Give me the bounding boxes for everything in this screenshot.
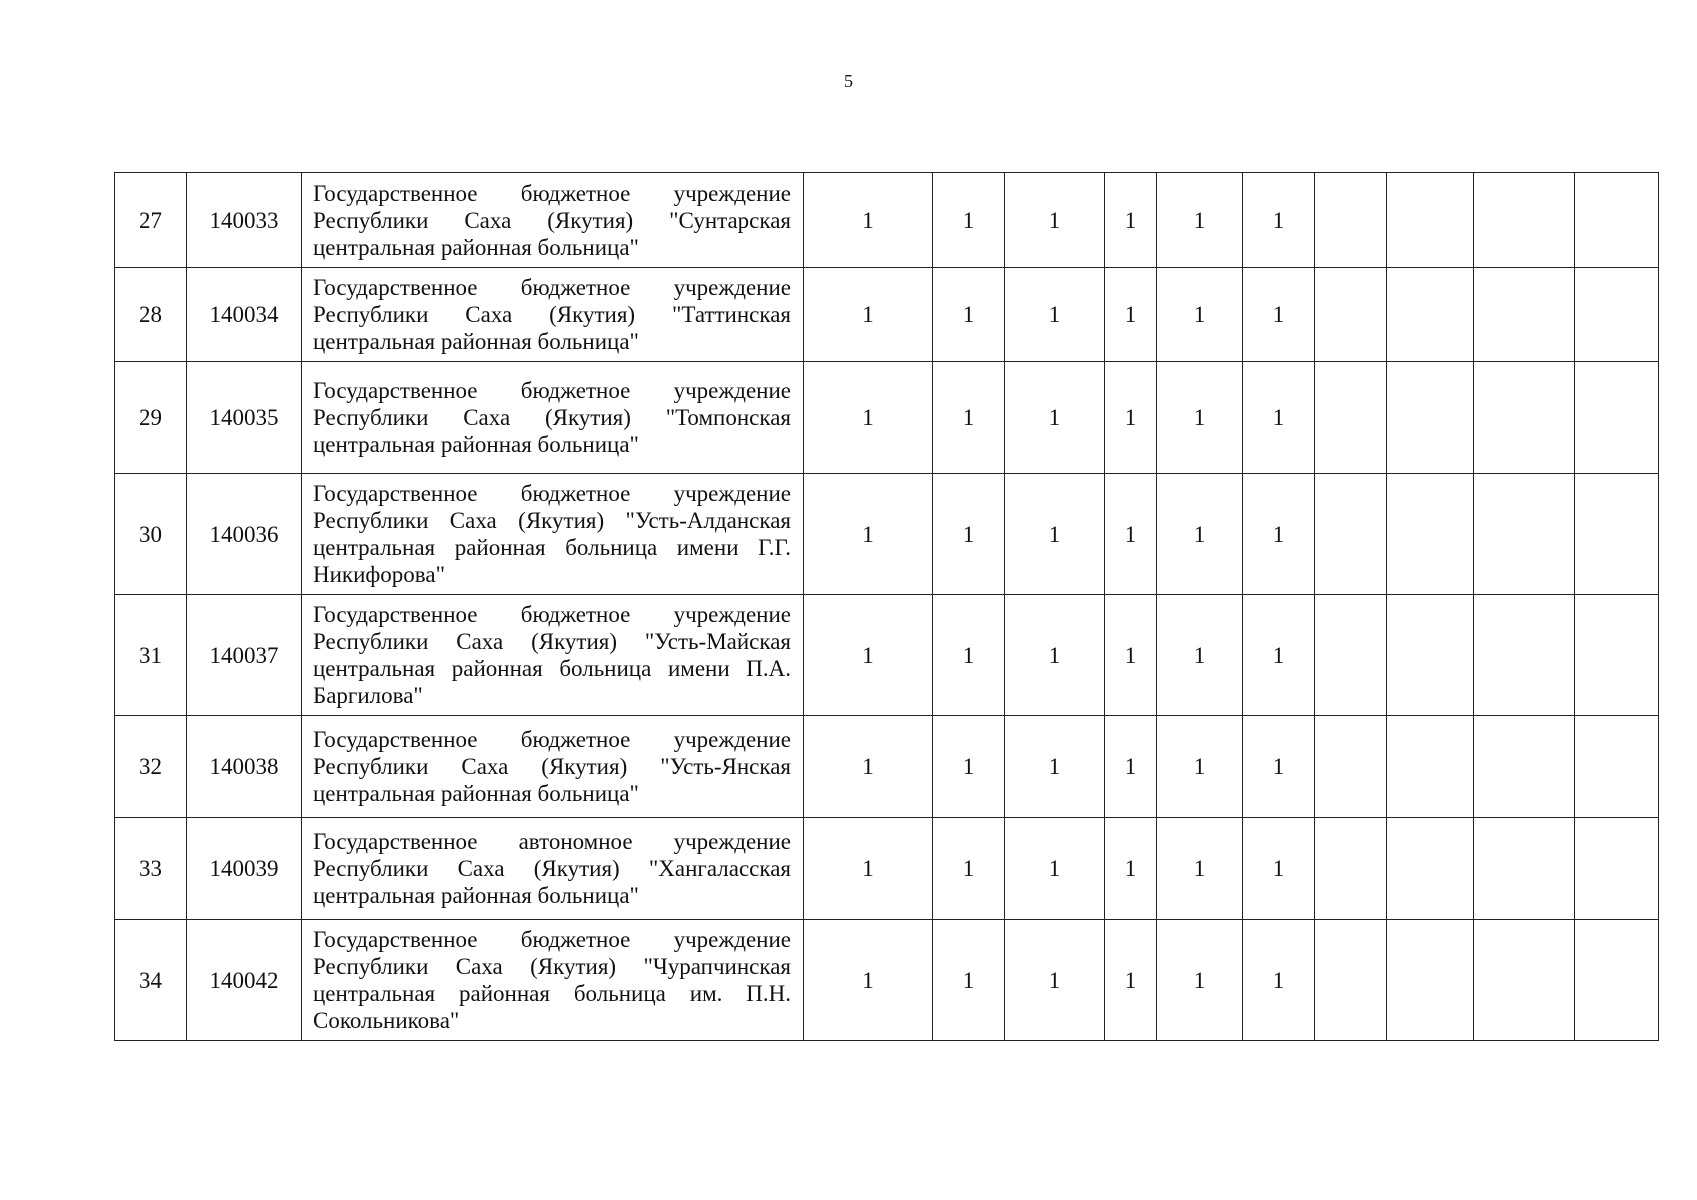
value-cell: 1 [933,920,1005,1041]
value-cell: 1 [1157,818,1243,920]
org-name-cell: Государственное автономное учреждение Республики Саха (Якутия) "Хангаласская центральная районная больница" [302,818,804,920]
value-cell: 1 [804,362,933,474]
row-number-cell: 29 [115,362,187,474]
value-cell [1474,595,1575,716]
row-number-cell: 30 [115,474,187,595]
value-cell: 1 [1005,474,1105,595]
value-cell [1474,818,1575,920]
value-cell: 1 [804,716,933,818]
row-number-cell: 31 [115,595,187,716]
table-row [115,595,1659,716]
table-row [115,920,1659,1041]
value-cell: 1 [933,173,1005,268]
value-cell: 1 [933,362,1005,474]
value-cell [1474,173,1575,268]
value-cell [1315,474,1387,595]
value-cell: 1 [1157,595,1243,716]
value-cell: 1 [804,173,933,268]
value-cell [1387,818,1474,920]
value-cell [1315,595,1387,716]
organizations-table [114,172,1659,1041]
table-row [115,818,1659,920]
table-row [115,716,1659,818]
value-cell [1315,173,1387,268]
org-code-cell: 140034 [187,268,302,362]
value-cell: 1 [1105,595,1157,716]
org-name-cell: Государственное бюджетное учреждение Республики Саха (Якутия) "Усть-Янская центральная районная больница" [302,716,804,818]
row-number-cell: 27 [115,173,187,268]
value-cell: 1 [1105,173,1157,268]
value-cell [1315,716,1387,818]
org-name-cell: Государственное бюджетное учреждение Республики Саха (Якутия) "Усть-Майская центральная районная больница имени П.А. Баргилова" [302,595,804,716]
value-cell: 1 [1005,595,1105,716]
table-row [115,173,1659,268]
value-cell: 1 [1243,716,1315,818]
org-name-cell: Государственное бюджетное учреждение Республики Саха (Якутия) "Таттинская центральная районная больница" [302,268,804,362]
value-cell: 1 [1005,362,1105,474]
value-cell: 1 [1243,474,1315,595]
value-cell: 1 [1157,716,1243,818]
row-number-cell: 34 [115,920,187,1041]
value-cell: 1 [1243,268,1315,362]
org-code-cell: 140039 [187,818,302,920]
value-cell [1387,595,1474,716]
value-cell: 1 [1005,716,1105,818]
value-cell: 1 [1105,268,1157,362]
value-cell [1575,716,1659,818]
value-cell: 1 [1105,362,1157,474]
value-cell [1387,716,1474,818]
org-code-cell: 140036 [187,474,302,595]
value-cell: 1 [1243,818,1315,920]
value-cell [1575,595,1659,716]
value-cell: 1 [804,474,933,595]
value-cell [1315,818,1387,920]
table-body [115,173,1659,1041]
row-number-cell: 28 [115,268,187,362]
table-row [115,362,1659,474]
value-cell: 1 [933,818,1005,920]
value-cell [1387,362,1474,474]
value-cell: 1 [804,268,933,362]
table-row [115,474,1659,595]
value-cell [1474,474,1575,595]
value-cell: 1 [1157,268,1243,362]
org-name-cell: Государственное бюджетное учреждение Республики Саха (Якутия) "Чурапчинская центральная районная больница им. П.Н. Сокольникова" [302,920,804,1041]
value-cell [1387,173,1474,268]
value-cell: 1 [804,595,933,716]
value-cell [1315,362,1387,474]
table-row [115,268,1659,362]
value-cell [1474,716,1575,818]
value-cell [1387,474,1474,595]
value-cell [1474,362,1575,474]
value-cell [1575,268,1659,362]
value-cell: 1 [1157,362,1243,474]
value-cell: 1 [1105,716,1157,818]
value-cell: 1 [1105,920,1157,1041]
value-cell: 1 [804,818,933,920]
value-cell: 1 [804,920,933,1041]
value-cell [1387,268,1474,362]
value-cell [1575,362,1659,474]
org-name-cell: Государственное бюджетное учреждение Республики Саха (Якутия) "Усть-Алданская центральная районная больница имени Г.Г. Никифорова" [302,474,804,595]
value-cell: 1 [1243,920,1315,1041]
value-cell: 1 [1105,818,1157,920]
org-code-cell: 140038 [187,716,302,818]
value-cell [1315,268,1387,362]
value-cell [1575,173,1659,268]
value-cell [1575,920,1659,1041]
row-number-cell: 33 [115,818,187,920]
value-cell: 1 [933,474,1005,595]
value-cell [1315,920,1387,1041]
value-cell: 1 [1105,474,1157,595]
org-code-cell: 140042 [187,920,302,1041]
value-cell [1474,920,1575,1041]
value-cell: 1 [1243,595,1315,716]
value-cell: 1 [1157,173,1243,268]
value-cell: 1 [1243,173,1315,268]
value-cell [1474,268,1575,362]
value-cell: 1 [933,716,1005,818]
value-cell: 1 [1005,920,1105,1041]
page-number: 5 [844,71,853,91]
value-cell: 1 [933,595,1005,716]
value-cell [1575,474,1659,595]
org-name-cell: Государственное бюджетное учреждение Республики Саха (Якутия) "Томпонская центральная районная больница" [302,362,804,474]
value-cell: 1 [1005,173,1105,268]
value-cell: 1 [1005,268,1105,362]
value-cell: 1 [1005,818,1105,920]
value-cell: 1 [1243,362,1315,474]
org-name-cell: Государственное бюджетное учреждение Республики Саха (Якутия) "Сунтарская центральная районная больница" [302,173,804,268]
org-code-cell: 140037 [187,595,302,716]
value-cell [1387,920,1474,1041]
org-code-cell: 140033 [187,173,302,268]
row-number-cell: 32 [115,716,187,818]
value-cell: 1 [1157,920,1243,1041]
value-cell: 1 [933,268,1005,362]
org-code-cell: 140035 [187,362,302,474]
value-cell [1575,818,1659,920]
value-cell: 1 [1157,474,1243,595]
